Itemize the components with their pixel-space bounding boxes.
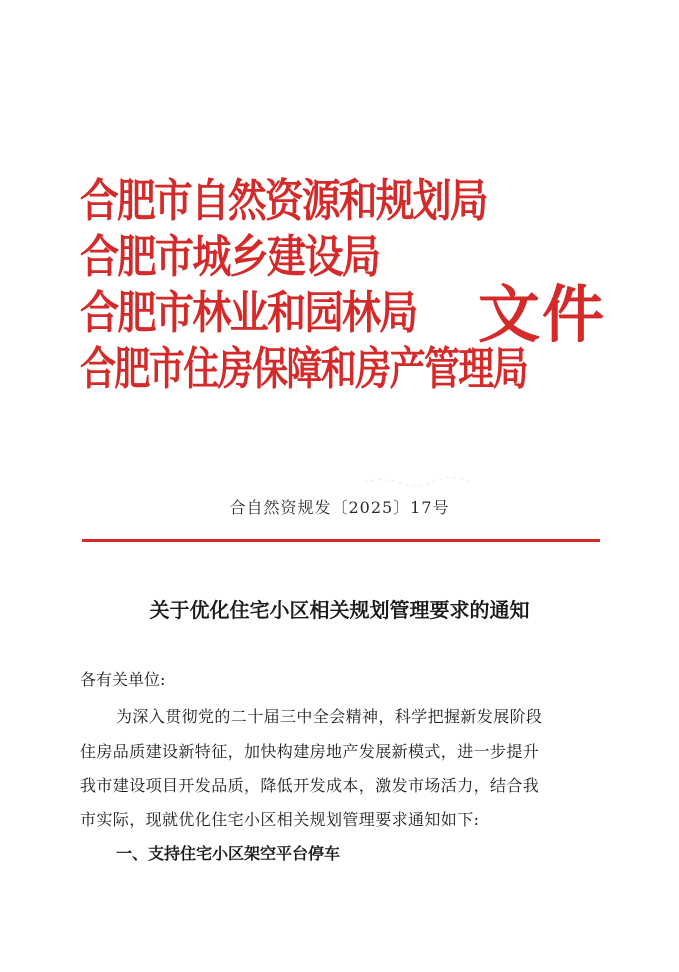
issuer-urban-rural-construction-bureau: 合肥市城乡建设局 — [80, 230, 380, 283]
issuer-forestry-gardens-bureau: 合肥市林业和园林局 — [80, 286, 417, 339]
red-divider-line — [82, 539, 600, 542]
issuer-housing-security-bureau: 合肥市住房保障和房产管理局 — [80, 342, 528, 395]
faint-stamp-mark — [362, 474, 472, 488]
body-paragraph-line: 市实际，现就优化住宅小区相关规划管理要求通知如下: — [80, 810, 480, 829]
salutation: 各有关单位: — [80, 670, 166, 689]
document-type-label: 文件 — [478, 278, 607, 351]
document-number: 合自然资规发〔2025〕17号 — [229, 498, 450, 517]
body-paragraph-line: 我市建设项目开发品质，降低开发成本，激发市场活力，结合我 — [80, 776, 540, 795]
body-paragraph-line: 为深入贯彻党的二十届三中全会精神，科学把握新发展阶段 — [116, 707, 543, 726]
issuer-natural-resources-bureau: 合肥市自然资源和规划局 — [80, 174, 487, 227]
document-title: 关于优化住宅小区相关规划管理要求的通知 — [149, 598, 530, 622]
section-heading: 一、支持住宅小区架空平台停车 — [116, 844, 341, 863]
body-paragraph-line: 住房品质建设新特征，加快构建房地产发展新模式，进一步提升 — [80, 742, 540, 761]
issuing-agencies — [80, 174, 528, 402]
